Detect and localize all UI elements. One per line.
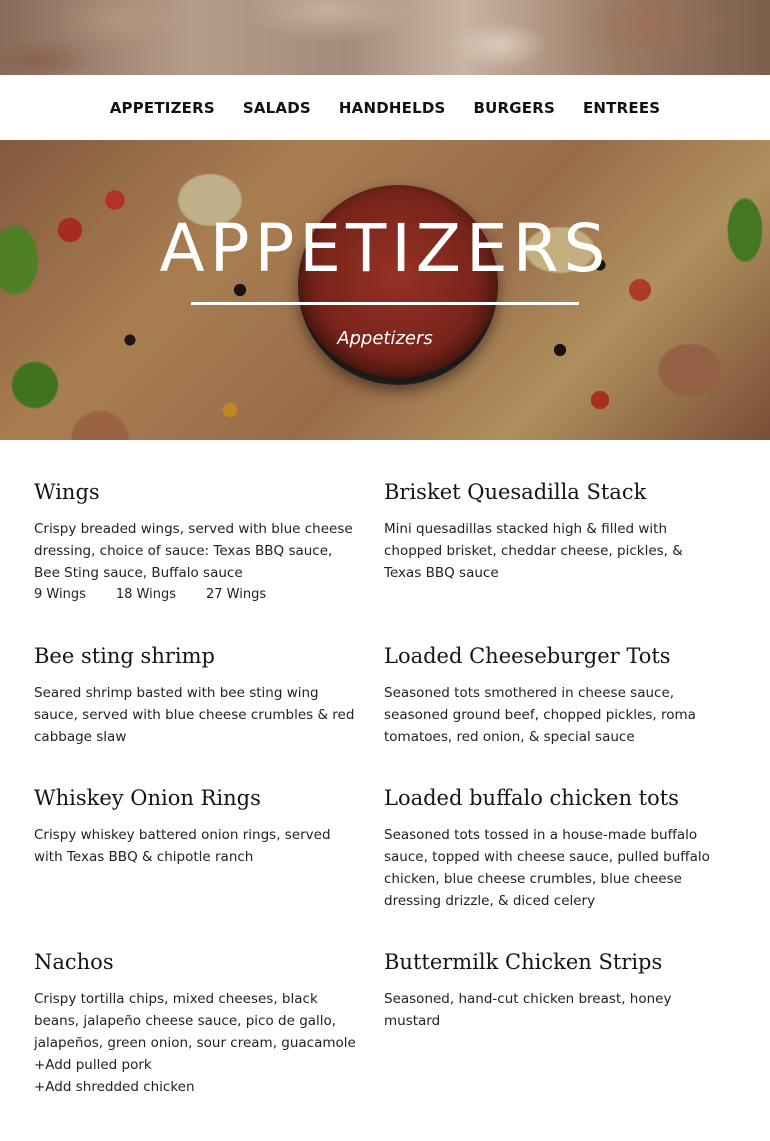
menu-item-description: Crispy whiskey battered onion rings, served with Texas BBQ & chipotle ranch — [34, 827, 331, 865]
menu-item-description: Mini quesadillas stacked high & filled with chopped brisket, cheddar cheese, pickles, & Texas BBQ sauce — [384, 521, 683, 581]
menu-item — [384, 948, 734, 1134]
menu-item — [34, 784, 384, 948]
menu-item-name: Wings — [34, 480, 100, 504]
hero-divider — [191, 302, 579, 305]
menu-item-description: Crispy breaded wings, served with blue cheese dressing, choice of sauce: Texas BBQ sauce, Bee Sting sauce, Buffalo sauce — [34, 521, 353, 581]
menu-item-name: Brisket Quesadilla Stack — [384, 480, 647, 504]
menu-item — [384, 784, 734, 948]
menu-item — [34, 478, 384, 642]
menu-item-addon: +Add shredded chicken — [34, 1079, 195, 1095]
menu-item-description: Seasoned tots tossed in a house-made buffalo sauce, topped with cheese sauce, pulled buffalo chicken, blue cheese crumbles, blue cheese dressing drizzle, & diced celery — [384, 827, 710, 909]
nav-handhelds[interactable]: HANDHELDS — [338, 98, 446, 117]
menu-item-name: Buttermilk Chicken Strips — [384, 950, 663, 974]
hero-subtitle: Appetizers — [337, 328, 433, 349]
menu-item-addon: +Add pulled pork — [34, 1057, 152, 1073]
nav-entrees[interactable]: ENTREES — [582, 98, 661, 117]
menu-item-name: Nachos — [34, 950, 114, 974]
menu-item-description: Crispy tortilla chips, mixed cheeses, black beans, jalapeño cheese sauce, pico de gallo, jalapeños, green onion, sour cream, guacamole — [34, 991, 356, 1051]
hero-banner — [0, 140, 770, 440]
menu-item — [384, 478, 734, 642]
menu-item-name: Bee sting shrimp — [34, 644, 215, 668]
menu-grid — [34, 478, 734, 1134]
menu-item-name: Loaded Cheeseburger Tots — [384, 644, 671, 668]
menu-item-name: Whiskey Onion Rings — [34, 786, 261, 810]
menu-item — [34, 642, 384, 784]
menu-item-options — [34, 584, 384, 606]
nav-appetizers[interactable]: APPETIZERS — [109, 98, 215, 117]
menu-item — [384, 642, 734, 784]
nav-burgers[interactable]: BURGERS — [473, 98, 555, 117]
option-label: 9 Wings — [34, 587, 86, 602]
menu-item-description: Seared shrimp basted with bee sting wing sauce, served with blue cheese crumbles & red cabbage slaw — [34, 685, 355, 745]
menu-item-description: Seasoned tots smothered in cheese sauce, seasoned ground beef, chopped pickles, roma tomatoes, red onion, & special sauce — [384, 685, 696, 745]
menu-item-name: Loaded buffalo chicken tots — [384, 786, 679, 810]
option-label: 18 Wings — [115, 587, 176, 602]
menu-item-description: Seasoned, hand-cut chicken breast, honey mustard — [384, 991, 672, 1029]
category-nav — [0, 75, 770, 140]
top-banner-image — [0, 0, 770, 75]
menu-item — [34, 948, 384, 1134]
hero-title: APPETIZERS — [159, 210, 611, 287]
hero-overlay — [0, 140, 770, 440]
nav-salads[interactable]: SALADS — [242, 98, 311, 117]
option-label: 27 Wings — [205, 587, 267, 602]
